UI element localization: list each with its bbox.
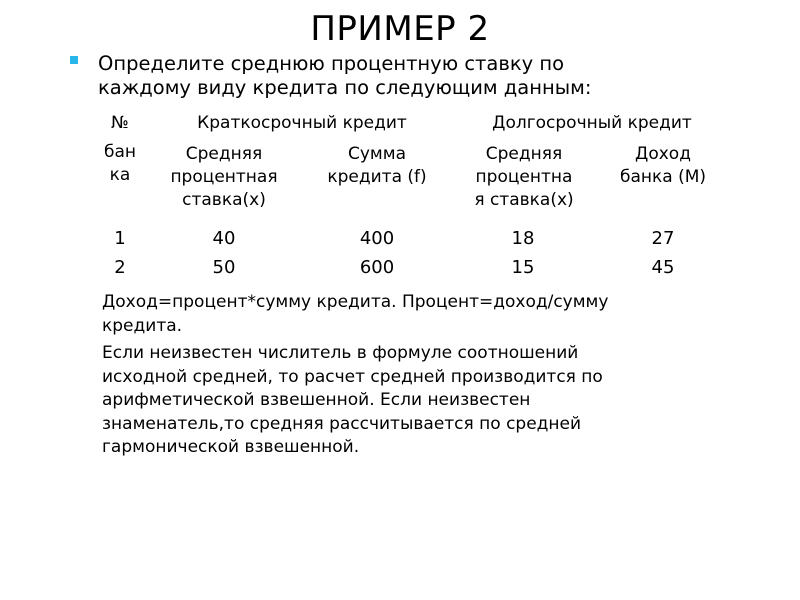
cell-long-rate: 18 (511, 228, 535, 249)
intro-line-2: каждому виду кредита по следующим данным: (98, 76, 592, 99)
header-long-rate (456, 143, 592, 212)
header-long-income (598, 143, 728, 189)
header-short-rate-line-2: процентная (170, 167, 278, 187)
formula-line-2: кредита. (102, 316, 183, 336)
header-short-rate-line-1: Средняя (185, 144, 263, 164)
formula-line-1: Доход=процент*сумму кредита. Процент=доход/сумму (102, 292, 609, 312)
rule-text (102, 342, 722, 460)
header-long-rate-line-3: я ставка(x) (474, 190, 574, 210)
header-short-rate-line-3: ставка(x) (182, 190, 266, 210)
rule-line-1: Если неизвестен числитель в формуле соотношений (102, 343, 579, 363)
slide-title: ПРИМЕР 2 (310, 9, 490, 49)
header-bank-line-2: ка (109, 165, 131, 185)
cell-long-income: 45 (651, 257, 675, 278)
header-long-rate-line-1: Средняя (485, 144, 563, 164)
header-long-income-line-2: банка (M) (619, 167, 707, 187)
cell-long-income: 27 (651, 228, 675, 249)
rule-line-4: знаменатель,то средняя рассчитывается по средней (102, 413, 582, 434)
header-group-short-term: Краткосрочный кредит (197, 113, 407, 133)
cell-short-sum: 600 (359, 257, 395, 278)
formula-text (102, 290, 722, 338)
cell-short-rate: 40 (212, 228, 236, 249)
header-short-sum (308, 143, 446, 189)
intro-text (98, 52, 738, 100)
cell-bank: 2 (114, 257, 126, 278)
cell-short-rate: 50 (212, 257, 236, 278)
header-bank (92, 141, 148, 187)
header-short-sum-line-2: кредита (f) (327, 167, 427, 187)
bullet-square-icon (70, 56, 78, 64)
cell-long-rate: 15 (511, 257, 535, 278)
cell-bank: 1 (114, 228, 126, 249)
header-long-income-line-1: Доход (635, 144, 691, 164)
rule-line-3: арифметической взвешенной. Если неизвестен (102, 390, 531, 410)
cell-short-sum: 400 (359, 228, 395, 249)
rule-line-2: исходной средней, то расчет средней производится по (102, 366, 603, 387)
header-bank-line-1: бан (103, 142, 137, 162)
header-short-sum-line-1: Сумма (348, 144, 406, 164)
rule-line-5: гармонической взвешенной. (102, 437, 360, 457)
intro-line-1: Определите среднюю процентную ставку по (98, 52, 565, 75)
header-short-rate (152, 143, 296, 212)
header-group-long-term: Долгосрочный кредит (492, 113, 692, 133)
header-number: № (111, 113, 129, 133)
header-long-rate-line-2: процентна (475, 167, 573, 187)
